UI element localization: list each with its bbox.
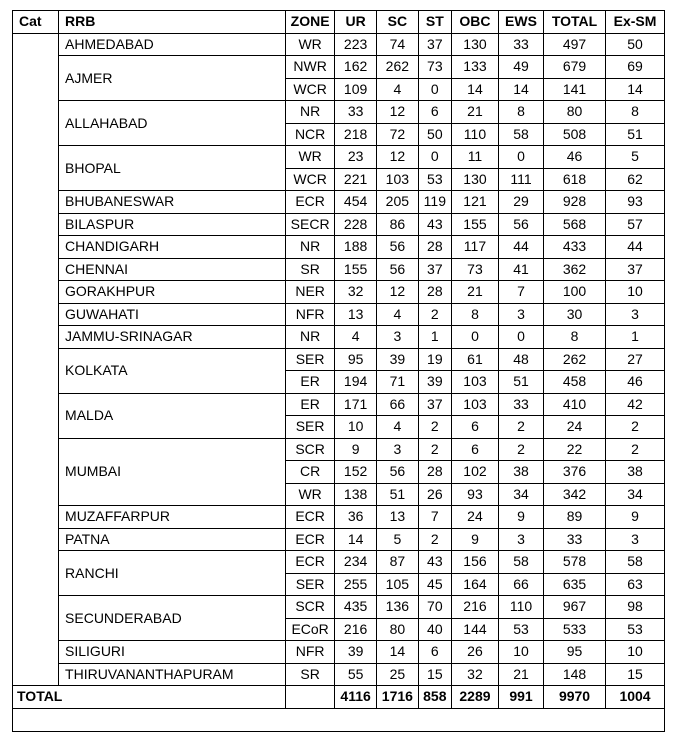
- table-row: [13, 348, 665, 371]
- table-row: [13, 56, 665, 79]
- value-cell: 12: [376, 146, 418, 169]
- value-cell: 497: [543, 33, 605, 56]
- table-body: [13, 33, 665, 708]
- zone-cell: NWR: [286, 56, 335, 79]
- value-cell: 39: [376, 348, 418, 371]
- value-cell: 8: [543, 326, 605, 349]
- value-cell: 5: [376, 528, 418, 551]
- table-row: [13, 641, 665, 664]
- value-cell: 117: [451, 236, 498, 259]
- value-cell: 223: [335, 33, 377, 56]
- total-value-cell: 2289: [451, 686, 498, 709]
- table-row: [13, 506, 665, 529]
- header-obc: OBC: [451, 11, 498, 34]
- value-cell: 433: [543, 236, 605, 259]
- rrb-name: ALLAHABAD: [59, 101, 286, 146]
- zone-cell: WCR: [286, 78, 335, 101]
- value-cell: 5: [606, 146, 665, 169]
- value-cell: 14: [376, 641, 418, 664]
- value-cell: 928: [543, 191, 605, 214]
- value-cell: 194: [335, 371, 377, 394]
- value-cell: 9: [606, 506, 665, 529]
- value-cell: 10: [606, 641, 665, 664]
- total-value-cell: 9970: [543, 686, 605, 709]
- value-cell: 103: [376, 168, 418, 191]
- value-cell: 6: [418, 641, 451, 664]
- zone-cell: NFR: [286, 303, 335, 326]
- value-cell: 40: [418, 618, 451, 641]
- value-cell: 36: [335, 506, 377, 529]
- value-cell: 162: [335, 56, 377, 79]
- value-cell: 70: [418, 596, 451, 619]
- header-rrb: RRB: [59, 11, 286, 34]
- value-cell: 51: [606, 123, 665, 146]
- vacancy-table: [12, 10, 665, 709]
- zone-cell: SER: [286, 573, 335, 596]
- value-cell: 22: [543, 438, 605, 461]
- rrb-name: SILIGURI: [59, 641, 286, 664]
- rrb-name: BHUBANESWAR: [59, 191, 286, 214]
- value-cell: 10: [606, 281, 665, 304]
- header-cat: Cat: [13, 11, 59, 34]
- value-cell: 55: [335, 663, 377, 686]
- value-cell: 9: [335, 438, 377, 461]
- value-cell: 87: [376, 551, 418, 574]
- value-cell: 2: [606, 438, 665, 461]
- zone-cell: SCR: [286, 438, 335, 461]
- value-cell: 10: [335, 416, 377, 439]
- value-cell: 34: [499, 483, 544, 506]
- value-cell: 578: [543, 551, 605, 574]
- value-cell: 56: [499, 213, 544, 236]
- value-cell: 144: [451, 618, 498, 641]
- value-cell: 45: [418, 573, 451, 596]
- value-cell: 3: [606, 303, 665, 326]
- value-cell: 32: [451, 663, 498, 686]
- value-cell: 6: [451, 416, 498, 439]
- table-row: [13, 393, 665, 416]
- value-cell: 508: [543, 123, 605, 146]
- value-cell: 141: [543, 78, 605, 101]
- value-cell: 2: [499, 416, 544, 439]
- zone-cell: WCR: [286, 168, 335, 191]
- table-footer-blank-row: [12, 709, 665, 732]
- value-cell: 63: [606, 573, 665, 596]
- table-row: [13, 551, 665, 574]
- zone-cell: ECR: [286, 551, 335, 574]
- value-cell: 33: [499, 393, 544, 416]
- value-cell: 3: [606, 528, 665, 551]
- value-cell: 56: [376, 236, 418, 259]
- value-cell: 0: [418, 78, 451, 101]
- value-cell: 2: [418, 438, 451, 461]
- table-row: [13, 438, 665, 461]
- table-row: [13, 596, 665, 619]
- value-cell: 58: [499, 551, 544, 574]
- value-cell: 25: [376, 663, 418, 686]
- value-cell: 679: [543, 56, 605, 79]
- zone-cell: NER: [286, 281, 335, 304]
- value-cell: 216: [451, 596, 498, 619]
- value-cell: 50: [606, 33, 665, 56]
- zone-cell: SR: [286, 258, 335, 281]
- zone-cell: ECoR: [286, 618, 335, 641]
- rrb-name: BHOPAL: [59, 146, 286, 191]
- value-cell: 218: [335, 123, 377, 146]
- value-cell: 26: [451, 641, 498, 664]
- value-cell: 11: [451, 146, 498, 169]
- value-cell: 2: [418, 416, 451, 439]
- value-cell: 967: [543, 596, 605, 619]
- value-cell: 21: [451, 101, 498, 124]
- value-cell: 56: [376, 461, 418, 484]
- value-cell: 33: [499, 33, 544, 56]
- value-cell: 156: [451, 551, 498, 574]
- header-zone: ZONE: [286, 11, 335, 34]
- value-cell: 454: [335, 191, 377, 214]
- value-cell: 100: [543, 281, 605, 304]
- value-cell: 26: [418, 483, 451, 506]
- rrb-name: CHENNAI: [59, 258, 286, 281]
- rrb-name: JAMMU-SRINAGAR: [59, 326, 286, 349]
- value-cell: 43: [418, 213, 451, 236]
- value-cell: 110: [499, 596, 544, 619]
- value-cell: 23: [335, 146, 377, 169]
- value-cell: 0: [418, 146, 451, 169]
- value-cell: 39: [418, 371, 451, 394]
- value-cell: 14: [451, 78, 498, 101]
- table-row: [13, 303, 665, 326]
- value-cell: 33: [543, 528, 605, 551]
- value-cell: 57: [606, 213, 665, 236]
- value-cell: 58: [606, 551, 665, 574]
- value-cell: 28: [418, 281, 451, 304]
- value-cell: 9: [451, 528, 498, 551]
- value-cell: 6: [418, 101, 451, 124]
- value-cell: 66: [376, 393, 418, 416]
- value-cell: 37: [606, 258, 665, 281]
- value-cell: 24: [451, 506, 498, 529]
- value-cell: 155: [451, 213, 498, 236]
- zone-cell: NR: [286, 101, 335, 124]
- header-total: TOTAL: [543, 11, 605, 34]
- header-st: ST: [418, 11, 451, 34]
- zone-cell: ECR: [286, 506, 335, 529]
- value-cell: 205: [376, 191, 418, 214]
- table-row: [13, 258, 665, 281]
- table-row: [13, 191, 665, 214]
- total-value-cell: 4116: [335, 686, 377, 709]
- value-cell: 362: [543, 258, 605, 281]
- zone-cell: NR: [286, 236, 335, 259]
- value-cell: 73: [418, 56, 451, 79]
- value-cell: 56: [376, 258, 418, 281]
- value-cell: 72: [376, 123, 418, 146]
- value-cell: 74: [376, 33, 418, 56]
- value-cell: 0: [499, 326, 544, 349]
- zone-cell: WR: [286, 146, 335, 169]
- value-cell: 9: [499, 506, 544, 529]
- value-cell: 34: [606, 483, 665, 506]
- value-cell: 376: [543, 461, 605, 484]
- header-sc: SC: [376, 11, 418, 34]
- table-row: [13, 146, 665, 169]
- value-cell: 38: [499, 461, 544, 484]
- value-cell: 6: [451, 438, 498, 461]
- value-cell: 618: [543, 168, 605, 191]
- table-row: [13, 101, 665, 124]
- value-cell: 14: [499, 78, 544, 101]
- value-cell: 48: [499, 348, 544, 371]
- value-cell: 28: [418, 461, 451, 484]
- value-cell: 13: [376, 506, 418, 529]
- value-cell: 568: [543, 213, 605, 236]
- value-cell: 15: [418, 663, 451, 686]
- value-cell: 32: [335, 281, 377, 304]
- vacancy-table-container: [12, 10, 665, 732]
- value-cell: 342: [543, 483, 605, 506]
- value-cell: 7: [499, 281, 544, 304]
- value-cell: 533: [543, 618, 605, 641]
- value-cell: 37: [418, 393, 451, 416]
- value-cell: 148: [543, 663, 605, 686]
- value-cell: 152: [335, 461, 377, 484]
- rrb-name: CHANDIGARH: [59, 236, 286, 259]
- zone-cell: SCR: [286, 596, 335, 619]
- value-cell: 188: [335, 236, 377, 259]
- value-cell: 155: [335, 258, 377, 281]
- value-cell: 53: [499, 618, 544, 641]
- value-cell: 73: [451, 258, 498, 281]
- value-cell: 58: [499, 123, 544, 146]
- value-cell: 164: [451, 573, 498, 596]
- zone-cell: WR: [286, 483, 335, 506]
- value-cell: 37: [418, 33, 451, 56]
- rrb-name: AJMER: [59, 56, 286, 101]
- value-cell: 98: [606, 596, 665, 619]
- value-cell: 71: [376, 371, 418, 394]
- value-cell: 44: [606, 236, 665, 259]
- value-cell: 435: [335, 596, 377, 619]
- value-cell: 110: [451, 123, 498, 146]
- value-cell: 635: [543, 573, 605, 596]
- value-cell: 24: [543, 416, 605, 439]
- value-cell: 51: [499, 371, 544, 394]
- zone-cell: SER: [286, 348, 335, 371]
- rrb-name: PATNA: [59, 528, 286, 551]
- value-cell: 93: [451, 483, 498, 506]
- value-cell: 1: [418, 326, 451, 349]
- value-cell: 14: [335, 528, 377, 551]
- table-row: [13, 236, 665, 259]
- value-cell: 4: [376, 303, 418, 326]
- zone-cell: NR: [286, 326, 335, 349]
- table-row: [13, 213, 665, 236]
- value-cell: 171: [335, 393, 377, 416]
- header-ur: UR: [335, 11, 377, 34]
- table-row: [13, 33, 665, 56]
- value-cell: 50: [418, 123, 451, 146]
- value-cell: 111: [499, 168, 544, 191]
- value-cell: 37: [418, 258, 451, 281]
- total-value-cell: 858: [418, 686, 451, 709]
- zone-cell: NFR: [286, 641, 335, 664]
- value-cell: 8: [499, 101, 544, 124]
- value-cell: 21: [451, 281, 498, 304]
- value-cell: 95: [543, 641, 605, 664]
- value-cell: 86: [376, 213, 418, 236]
- rrb-name: MUZAFFARPUR: [59, 506, 286, 529]
- value-cell: 15: [606, 663, 665, 686]
- value-cell: 103: [451, 371, 498, 394]
- value-cell: 49: [499, 56, 544, 79]
- value-cell: 46: [606, 371, 665, 394]
- value-cell: 2: [418, 528, 451, 551]
- zone-cell: ER: [286, 371, 335, 394]
- value-cell: 33: [335, 101, 377, 124]
- value-cell: 39: [335, 641, 377, 664]
- value-cell: 46: [543, 146, 605, 169]
- value-cell: 105: [376, 573, 418, 596]
- table-row: [13, 326, 665, 349]
- zone-cell: SECR: [286, 213, 335, 236]
- value-cell: 133: [451, 56, 498, 79]
- zone-cell: SER: [286, 416, 335, 439]
- value-cell: 4: [335, 326, 377, 349]
- cat-cell: [13, 33, 59, 686]
- value-cell: 27: [606, 348, 665, 371]
- value-cell: 0: [499, 146, 544, 169]
- value-cell: 262: [376, 56, 418, 79]
- rrb-name: BILASPUR: [59, 213, 286, 236]
- value-cell: 0: [451, 326, 498, 349]
- total-zone-blank: [286, 686, 335, 709]
- value-cell: 136: [376, 596, 418, 619]
- value-cell: 130: [451, 33, 498, 56]
- value-cell: 80: [543, 101, 605, 124]
- zone-cell: ECR: [286, 528, 335, 551]
- value-cell: 30: [543, 303, 605, 326]
- rrb-name: MALDA: [59, 393, 286, 438]
- rrb-name: KOLKATA: [59, 348, 286, 393]
- total-value-cell: 1004: [606, 686, 665, 709]
- value-cell: 29: [499, 191, 544, 214]
- value-cell: 4: [376, 416, 418, 439]
- value-cell: 234: [335, 551, 377, 574]
- value-cell: 7: [418, 506, 451, 529]
- value-cell: 41: [499, 258, 544, 281]
- value-cell: 221: [335, 168, 377, 191]
- value-cell: 458: [543, 371, 605, 394]
- value-cell: 19: [418, 348, 451, 371]
- value-cell: 62: [606, 168, 665, 191]
- value-cell: 12: [376, 281, 418, 304]
- value-cell: 3: [376, 326, 418, 349]
- value-cell: 95: [335, 348, 377, 371]
- value-cell: 121: [451, 191, 498, 214]
- value-cell: 51: [376, 483, 418, 506]
- value-cell: 255: [335, 573, 377, 596]
- zone-cell: ER: [286, 393, 335, 416]
- value-cell: 109: [335, 78, 377, 101]
- rrb-name: MUMBAI: [59, 438, 286, 506]
- zone-cell: WR: [286, 33, 335, 56]
- header-ews: EWS: [499, 11, 544, 34]
- value-cell: 53: [418, 168, 451, 191]
- value-cell: 44: [499, 236, 544, 259]
- table-row: [13, 281, 665, 304]
- value-cell: 28: [418, 236, 451, 259]
- value-cell: 130: [451, 168, 498, 191]
- zone-cell: CR: [286, 461, 335, 484]
- rrb-name: THIRUVANANTHAPURAM: [59, 663, 286, 686]
- value-cell: 8: [451, 303, 498, 326]
- zone-cell: ECR: [286, 191, 335, 214]
- rrb-name: GUWAHATI: [59, 303, 286, 326]
- rrb-name: RANCHI: [59, 551, 286, 596]
- zone-cell: NCR: [286, 123, 335, 146]
- value-cell: 80: [376, 618, 418, 641]
- rrb-name: SECUNDERABAD: [59, 596, 286, 641]
- rrb-name: AHMEDABAD: [59, 33, 286, 56]
- value-cell: 69: [606, 56, 665, 79]
- value-cell: 119: [418, 191, 451, 214]
- value-cell: 262: [543, 348, 605, 371]
- value-cell: 3: [499, 528, 544, 551]
- value-cell: 3: [499, 303, 544, 326]
- value-cell: 66: [499, 573, 544, 596]
- zone-cell: SR: [286, 663, 335, 686]
- value-cell: 1: [606, 326, 665, 349]
- total-value-cell: 991: [499, 686, 544, 709]
- value-cell: 410: [543, 393, 605, 416]
- value-cell: 14: [606, 78, 665, 101]
- total-row: [13, 686, 665, 709]
- value-cell: 4: [376, 78, 418, 101]
- value-cell: 93: [606, 191, 665, 214]
- value-cell: 8: [606, 101, 665, 124]
- value-cell: 21: [499, 663, 544, 686]
- value-cell: 10: [499, 641, 544, 664]
- header-exsm: Ex-SM: [606, 11, 665, 34]
- total-value-cell: 1716: [376, 686, 418, 709]
- value-cell: 53: [606, 618, 665, 641]
- value-cell: 89: [543, 506, 605, 529]
- table-row: [13, 663, 665, 686]
- value-cell: 38: [606, 461, 665, 484]
- header-row: [13, 11, 665, 34]
- table-row: [13, 528, 665, 551]
- value-cell: 13: [335, 303, 377, 326]
- value-cell: 2: [606, 416, 665, 439]
- value-cell: 102: [451, 461, 498, 484]
- value-cell: 61: [451, 348, 498, 371]
- value-cell: 3: [376, 438, 418, 461]
- total-label: TOTAL: [13, 686, 286, 709]
- value-cell: 42: [606, 393, 665, 416]
- value-cell: 2: [499, 438, 544, 461]
- value-cell: 12: [376, 101, 418, 124]
- value-cell: 2: [418, 303, 451, 326]
- rrb-name: GORAKHPUR: [59, 281, 286, 304]
- value-cell: 43: [418, 551, 451, 574]
- value-cell: 103: [451, 393, 498, 416]
- value-cell: 216: [335, 618, 377, 641]
- value-cell: 138: [335, 483, 377, 506]
- value-cell: 228: [335, 213, 377, 236]
